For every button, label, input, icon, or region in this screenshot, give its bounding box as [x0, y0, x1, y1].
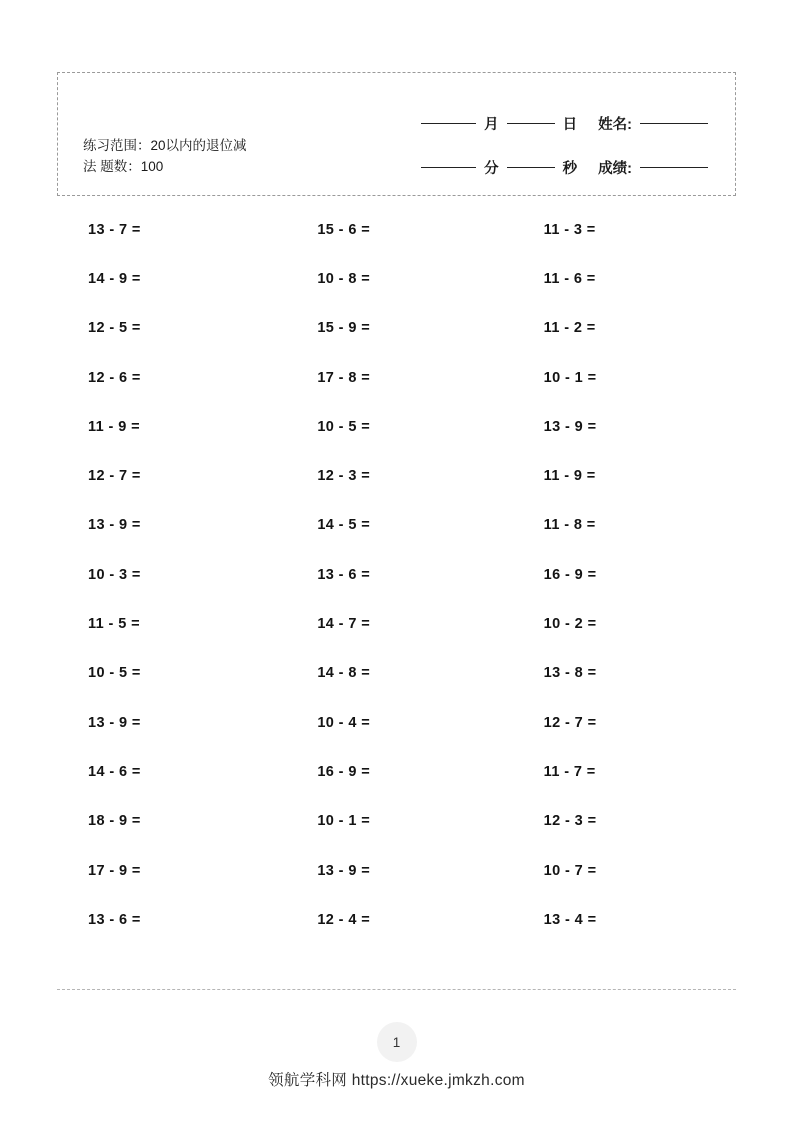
problem-text: 15 - 9 = — [317, 320, 371, 337]
second-label: 秒 — [562, 160, 578, 177]
problem-cell — [283, 419, 509, 435]
problem-text: 13 - 9 = — [543, 418, 597, 435]
problem-row — [57, 501, 736, 550]
problem-cell — [283, 813, 509, 829]
problem-row — [57, 205, 736, 254]
problem-text: 10 - 3 = — [88, 566, 141, 583]
problem-cell — [283, 863, 509, 879]
problem-text: 12 - 5 = — [88, 320, 141, 337]
problem-text: 14 - 7 = — [317, 616, 371, 633]
problem-row — [57, 895, 736, 944]
problem-row — [57, 254, 736, 303]
problem-text: 11 - 8 = — [543, 517, 596, 534]
problem-text: 11 - 2 = — [543, 320, 596, 337]
problem-cell — [283, 320, 509, 336]
problem-text: 13 - 9 = — [317, 862, 371, 879]
score-label: 成绩: — [598, 160, 632, 177]
problem-cell — [283, 665, 509, 681]
problem-text: 12 - 6 = — [88, 369, 141, 386]
page-number: 1 — [392, 1034, 401, 1050]
problem-text: 16 - 9 = — [543, 566, 597, 583]
problem-row — [57, 353, 736, 402]
problem-text: 11 - 6 = — [543, 270, 596, 287]
problem-cell — [510, 271, 736, 287]
problem-text: 11 - 3 = — [543, 221, 596, 238]
problem-cell — [510, 616, 736, 632]
problem-text: 10 - 1 = — [317, 813, 371, 830]
problem-text: 12 - 4 = — [317, 911, 371, 928]
problem-row — [57, 846, 736, 895]
day-label: 日 — [562, 116, 578, 133]
problem-text: 12 - 3 = — [543, 813, 597, 830]
problem-cell — [57, 517, 283, 533]
problems-grid — [57, 205, 736, 944]
problem-cell — [57, 370, 283, 386]
problem-cell — [283, 222, 509, 238]
name-blank[interactable] — [640, 123, 708, 124]
problem-cell — [57, 419, 283, 435]
problem-cell — [283, 764, 509, 780]
problem-row — [57, 402, 736, 451]
problem-cell — [510, 320, 736, 336]
problem-text: 14 - 6 = — [88, 763, 141, 780]
header-fields — [373, 101, 713, 189]
problem-cell — [57, 912, 283, 928]
problem-text: 10 - 4 = — [317, 714, 371, 731]
problem-cell — [283, 271, 509, 287]
problem-cell — [510, 715, 736, 731]
header-info-box — [57, 72, 736, 196]
problem-cell — [57, 665, 283, 681]
problem-cell — [510, 567, 736, 583]
problem-cell — [510, 764, 736, 780]
problem-text: 10 - 8 = — [317, 270, 371, 287]
problem-row — [57, 649, 736, 698]
problem-text: 13 - 6 = — [317, 566, 371, 583]
problem-text: 13 - 4 = — [543, 911, 597, 928]
problem-cell — [510, 863, 736, 879]
problem-cell — [57, 567, 283, 583]
time-field-row — [373, 145, 713, 189]
practice-range-block — [83, 135, 333, 177]
score-blank[interactable] — [640, 167, 708, 168]
problem-cell — [283, 567, 509, 583]
problem-cell — [510, 665, 736, 681]
problem-cell — [57, 271, 283, 287]
problem-text: 16 - 9 = — [317, 763, 371, 780]
problem-cell — [57, 813, 283, 829]
problem-text: 10 - 7 = — [543, 862, 597, 879]
problem-cell — [283, 468, 509, 484]
problem-cell — [57, 715, 283, 731]
problem-text: 14 - 8 = — [317, 665, 371, 682]
problem-cell — [283, 912, 509, 928]
problem-cell — [510, 222, 736, 238]
watermark-text: 领航学科网 https://xueke.jmkzh.com — [268, 1072, 525, 1089]
problem-row — [57, 451, 736, 500]
problem-cell — [510, 468, 736, 484]
problem-cell — [283, 715, 509, 731]
problem-cell — [57, 222, 283, 238]
problem-cell — [510, 370, 736, 386]
problem-cell — [510, 912, 736, 928]
problem-text: 10 - 5 = — [317, 418, 371, 435]
problem-text: 10 - 5 = — [88, 665, 141, 682]
minute-blank[interactable] — [421, 167, 476, 168]
problem-text: 11 - 9 = — [88, 418, 140, 435]
problem-text: 12 - 7 = — [543, 714, 597, 731]
problem-text: 18 - 9 = — [88, 813, 141, 830]
problem-text: 13 - 9 = — [88, 517, 141, 534]
problem-text: 11 - 7 = — [543, 763, 596, 780]
problem-text: 10 - 2 = — [543, 616, 597, 633]
problem-text: 17 - 8 = — [317, 369, 371, 386]
problem-text: 13 - 9 = — [88, 714, 141, 731]
problem-text: 14 - 5 = — [317, 517, 371, 534]
problem-text: 11 - 9 = — [543, 468, 596, 485]
problem-row — [57, 550, 736, 599]
problem-text: 14 - 9 = — [88, 270, 141, 287]
problem-text: 15 - 6 = — [317, 221, 371, 238]
page-number-badge — [377, 1022, 417, 1062]
problem-cell — [283, 370, 509, 386]
problem-cell — [510, 813, 736, 829]
month-blank[interactable] — [421, 123, 476, 124]
problem-row — [57, 599, 736, 648]
problem-row — [57, 797, 736, 846]
problem-cell — [510, 517, 736, 533]
problem-cell — [57, 468, 283, 484]
problem-cell — [283, 616, 509, 632]
day-blank[interactable] — [507, 123, 555, 124]
footer-divider — [57, 989, 736, 990]
problem-row — [57, 698, 736, 747]
problem-cell — [510, 419, 736, 435]
problem-cell — [57, 616, 283, 632]
problem-cell — [57, 764, 283, 780]
date-field-row — [373, 101, 713, 145]
problem-text: 13 - 8 = — [543, 665, 597, 682]
problem-text: 10 - 1 = — [543, 369, 597, 386]
practice-range-line-1: 练习范围：20以内的退位减 — [83, 138, 247, 153]
month-label: 月 — [484, 116, 499, 133]
problem-cell — [57, 863, 283, 879]
second-blank[interactable] — [507, 167, 555, 168]
problem-row — [57, 747, 736, 796]
problem-text: 13 - 6 = — [88, 911, 141, 928]
practice-range-line-2: 法 题数：100 — [83, 159, 164, 174]
problem-text: 12 - 3 = — [317, 468, 371, 485]
problem-text: 17 - 9 = — [88, 862, 141, 879]
problem-row — [57, 304, 736, 353]
minute-label: 分 — [484, 160, 499, 177]
problem-text: 12 - 7 = — [88, 468, 141, 485]
problem-cell — [283, 517, 509, 533]
problem-text: 13 - 7 = — [88, 221, 141, 238]
name-label: 姓名: — [598, 116, 632, 133]
problem-cell — [57, 320, 283, 336]
problem-text: 11 - 5 = — [88, 616, 140, 633]
